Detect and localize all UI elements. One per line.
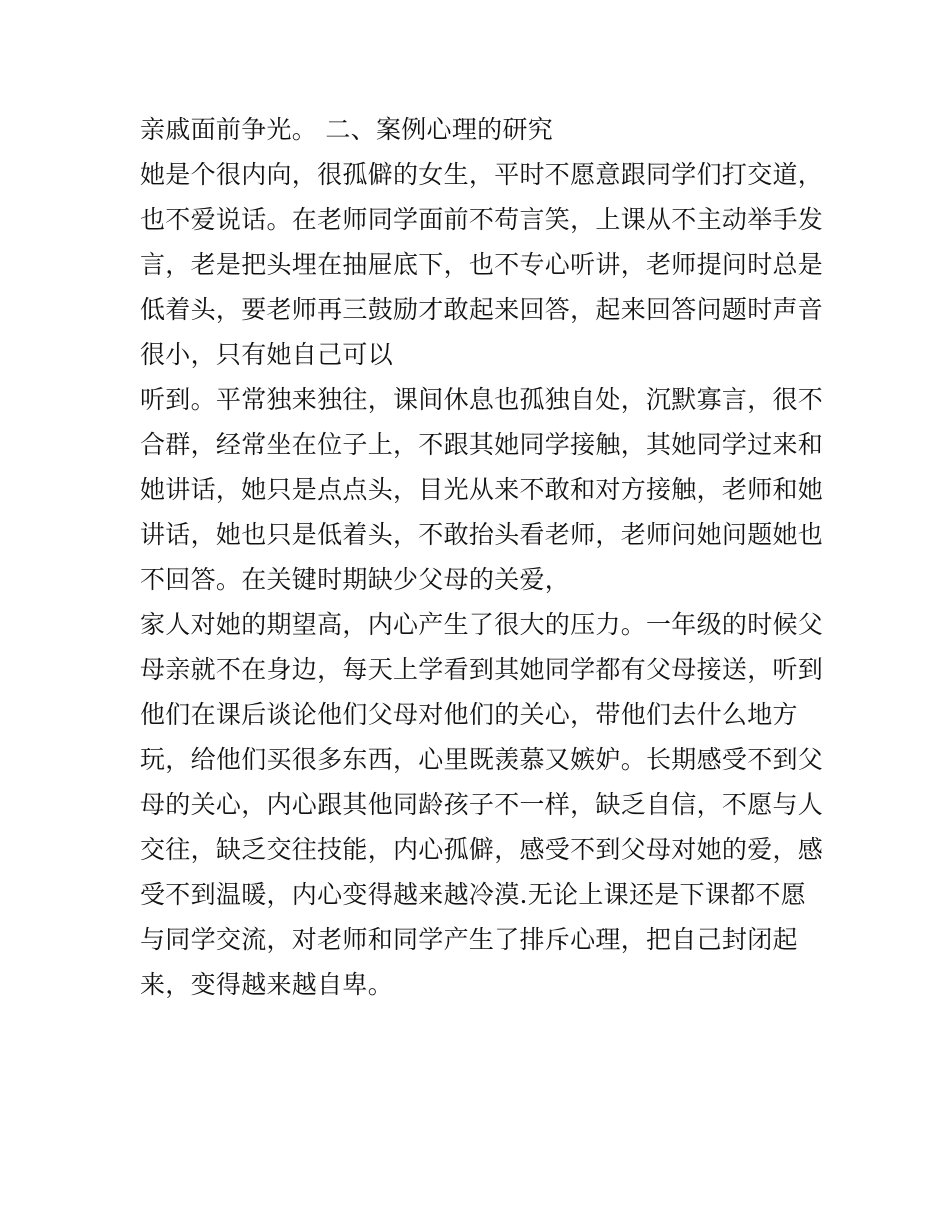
text-line: 很小，只有她自己可以 (140, 340, 394, 369)
text-line: 不回答。在关键时期缺少父母的关爱， (140, 565, 571, 594)
text-line: 低着头，要老师再三鼓励才敢起来回答，起来回答问题时声音 (140, 295, 824, 324)
text-line: 与同学交流，对老师和同学产生了排斥心理，把自己封闭起 (140, 925, 798, 954)
text-line: 也不爱说话。在老师同学面前不苟言笑，上课从不主动举手发 (140, 205, 824, 234)
text-line: 讲话，她也只是低着头，不敢抬头看老师，老师问她问题她也 (140, 520, 824, 549)
text-line: 受不到温暖，内心变得越来越冷漠.无论上课还是下课都不愿 (140, 880, 807, 909)
text-line: 她是个很内向，很孤僻的女生，平时不愿意跟同学们打交道， (140, 160, 824, 189)
text-line: 玩，给他们买很多东西，心里既羡慕又嫉妒。长期感受不到父 (140, 745, 824, 774)
text-line: 她讲话，她只是点点头，目光从来不敢和对方接触，老师和她 (140, 475, 824, 504)
text-line: 听到。平常独来独往，课间休息也孤独自处，沉默寡言，很不 (140, 385, 824, 414)
text-line: 来，变得越来越自卑。 (140, 970, 394, 999)
body-text (140, 107, 830, 1007)
text-line: 亲戚面前争光。 二、案例心理的研究 (140, 115, 554, 144)
text-line: 母的关心，内心跟其他同龄孩子不一样，缺乏自信，不愿与人 (140, 790, 824, 819)
text-line: 母亲就不在身边，每天上学看到其她同学都有父母接送，听到 (140, 655, 824, 684)
text-line: 交往，缺乏交往技能，内心孤僻，感受不到父母对她的爱，感 (140, 835, 824, 864)
text-line: 他们在课后谈论他们父母对他们的关心，带他们去什么地方 (140, 700, 798, 729)
text-line: 合群，经常坐在位子上，不跟其她同学接触，其她同学过来和 (140, 430, 824, 459)
text-line: 家人对她的期望高，内心产生了很大的压力。一年级的时候父 (140, 610, 824, 639)
text-line: 言，老是把头埋在抽屉底下，也不专心听讲，老师提问时总是 (140, 250, 824, 279)
